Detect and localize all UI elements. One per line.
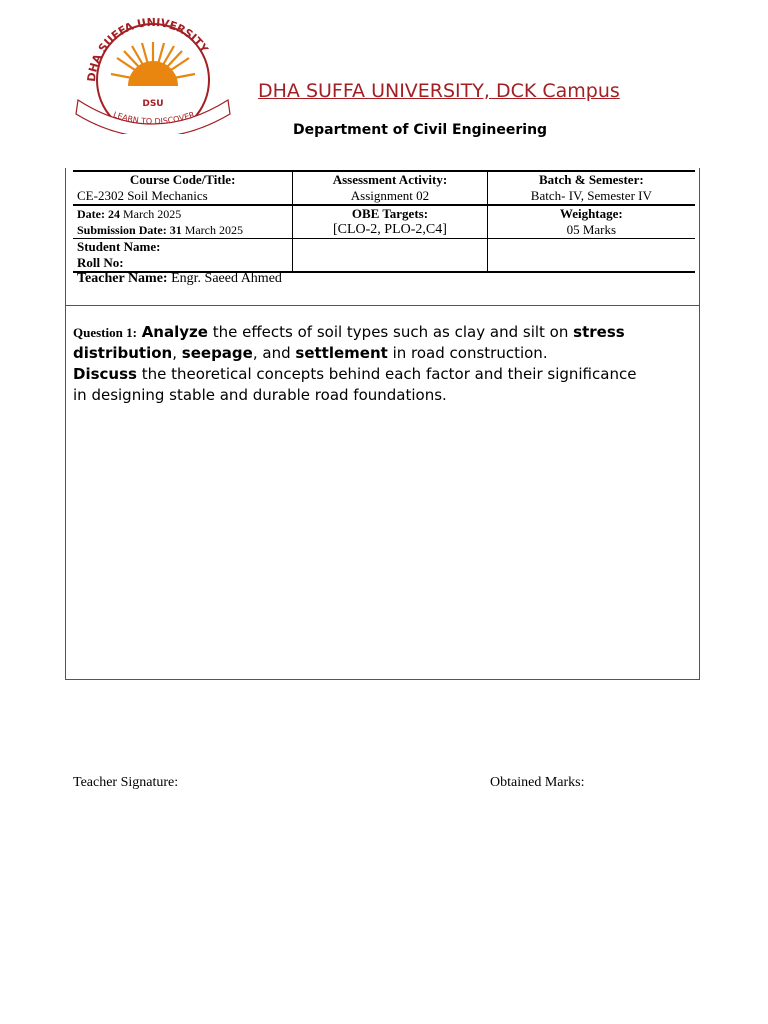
question-label: Question 1: bbox=[73, 325, 137, 340]
activity-cell bbox=[293, 171, 487, 205]
batch-value: Batch- IV, Semester IV bbox=[530, 188, 652, 203]
course-label: Course Code/Title: bbox=[129, 172, 236, 187]
obe-label: OBE Targets: bbox=[351, 206, 429, 221]
keyword-settlement: settlement bbox=[295, 344, 388, 362]
date-label: Date: bbox=[77, 207, 105, 221]
logo-arc-text: DHA SUFFA UNIVERSITY bbox=[84, 15, 211, 83]
roll-no-field[interactable] bbox=[487, 239, 695, 273]
weightage-cell bbox=[487, 205, 695, 239]
date-day: 24 bbox=[107, 207, 120, 221]
teacher-name-label: Teacher Name: bbox=[77, 271, 168, 286]
logo-badge: DSU bbox=[142, 99, 164, 109]
question-1 bbox=[73, 322, 653, 406]
obtained-marks-label: Obtained Marks: bbox=[490, 775, 585, 790]
submission-label: Submission Date: bbox=[77, 223, 167, 237]
submission-day: 31 bbox=[169, 223, 182, 237]
table-row bbox=[73, 239, 695, 273]
course-value: CE-2302 Soil Mechanics bbox=[77, 188, 208, 203]
obe-value: [CLO-2, PLO-2,C4] bbox=[332, 222, 447, 237]
activity-label: Assessment Activity: bbox=[332, 172, 448, 187]
question-text: , and bbox=[252, 344, 291, 362]
logo-motto: LEARN TO DISCOVER bbox=[112, 110, 196, 127]
keyword-stress-distribution: stress distribution bbox=[73, 323, 625, 362]
dates-cell bbox=[73, 205, 293, 239]
university-title: DHA SUFFA UNIVERSITY, DCK Campus bbox=[258, 80, 620, 102]
question-text: in road construction. bbox=[392, 344, 548, 362]
obe-cell bbox=[293, 205, 487, 239]
student-name-field[interactable] bbox=[293, 239, 487, 273]
question-text: , bbox=[172, 344, 178, 362]
weightage-value: 05 Marks bbox=[566, 222, 617, 237]
table-row bbox=[73, 205, 695, 239]
roll-no-label: Roll No: bbox=[77, 255, 124, 270]
question-text: the effects of soil types such as clay and silt on bbox=[212, 323, 569, 341]
question-text: the theoretical concepts behind each factor and their significance in designing stable and durable road foundations. bbox=[73, 365, 637, 404]
teacher-signature-label: Teacher Signature: bbox=[73, 775, 179, 790]
frame-separator bbox=[65, 305, 700, 306]
activity-value: Assignment 02 bbox=[350, 188, 430, 203]
batch-cell bbox=[487, 171, 695, 205]
table-row bbox=[73, 171, 695, 205]
student-name-label: Student Name: bbox=[77, 239, 161, 254]
student-cell bbox=[73, 239, 293, 273]
submission-rest: March 2025 bbox=[184, 223, 244, 237]
course-cell bbox=[73, 171, 293, 205]
assignment-info-table bbox=[73, 170, 695, 273]
keyword-seepage: seepage bbox=[181, 344, 253, 362]
teacher-name-value: Engr. Saeed Ahmed bbox=[171, 271, 282, 286]
department-title: Department of Civil Engineering bbox=[293, 122, 548, 138]
university-logo bbox=[70, 14, 235, 134]
date-rest: March 2025 bbox=[122, 207, 182, 221]
keyword-discuss: Discuss bbox=[73, 365, 137, 383]
keyword-analyze: Analyze bbox=[141, 323, 208, 341]
batch-label: Batch & Semester: bbox=[538, 172, 644, 187]
weightage-label: Weightage: bbox=[559, 206, 623, 221]
teacher-name-line bbox=[77, 271, 282, 287]
